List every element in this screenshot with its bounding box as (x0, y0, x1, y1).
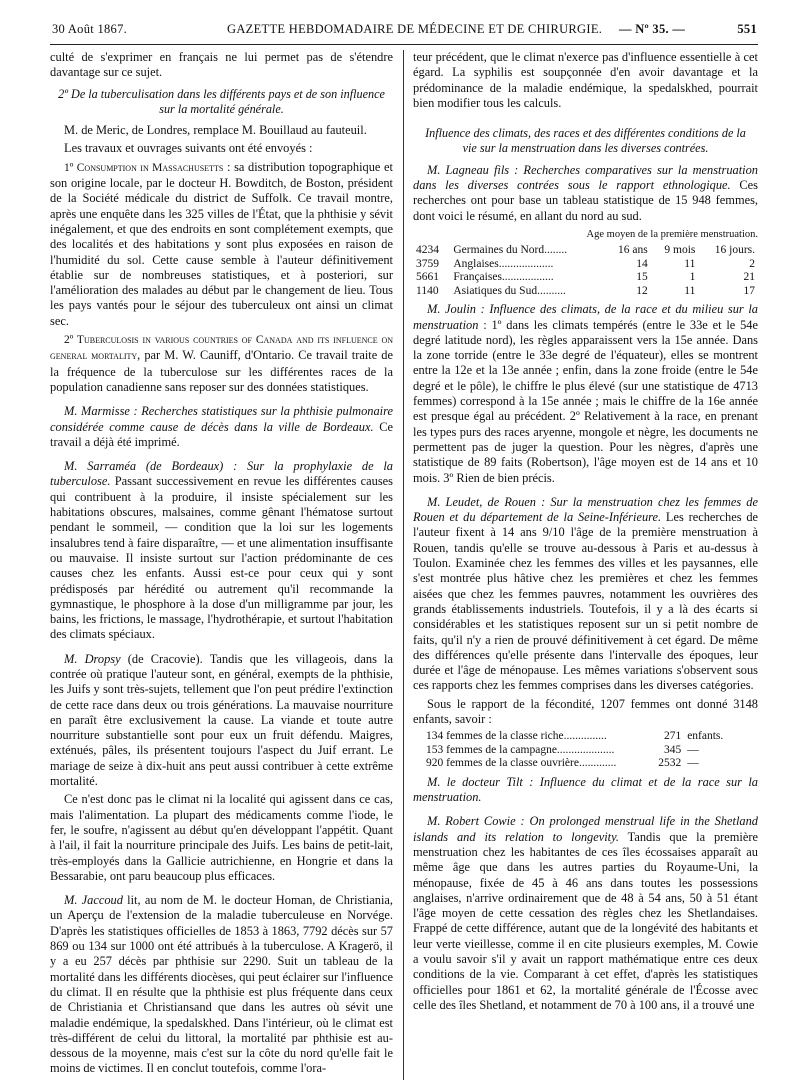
header-title: GAZETTE HEBDOMADAIRE DE MÉDECINE ET DE CHIRURGIE. (227, 22, 603, 36)
table-caption: Age moyen de la première menstruation. (586, 228, 758, 240)
table-cell: 5661 (416, 271, 439, 284)
fecundity-table (423, 730, 733, 771)
left-column (50, 50, 393, 1080)
work-title: 1º Consumption in Massachusetts (64, 161, 224, 174)
section-heading: 2º De la tuberculisation dans les différents pays et de son influence sur la mortalité générale. (58, 86, 385, 116)
table-cell: 16 ans (617, 244, 648, 257)
table-cell: Françaises.................. (453, 271, 554, 284)
paragraph: M. Joulin : Influence des climats, de la race et du milieu sur la menstruation : 1º dans les climats tempérés (entre le 33e et le 54e degré latitude nord), les règles apparaissent vers la 15e année. Dans la zone torride (entre le 33e degré de l'équateur), elles se montrent entre la 12e et la 13e année ; enfin, dans la zone froide (entre le 54e degré et le pôle), le chiffre le plus élevé (sur une statistique de 4713 femmes) correspond à la 15e année ; mais le chiffre de la 16e année est presque égal au précédent. 2º Relativement à la race, en prenant les types purs des races aryenne, mongole et nègre, les documents ne permettent pas de juger la question. Pour les nègres, d'après une statistique de 89 faits (Robertson), l'âge moyen est de 14 ans et 10 mois. 3º Rien de bien précis. (413, 302, 758, 485)
table-cell: 345 (663, 743, 682, 756)
work-title: M. Sarraméa (de Bordeaux) : Sur la prophylaxie de la tuberculose. (50, 459, 393, 489)
table-cell: 4234 (416, 244, 439, 257)
paragraph: Sous le rapport de la fécondité, 1207 femmes ont donné 3148 enfants, savoir : (413, 696, 758, 726)
page-header (52, 22, 757, 44)
table-row (413, 258, 758, 272)
table-cell: 271 (663, 730, 682, 743)
table-cell: 11 (684, 284, 696, 297)
work-title: M. Leudet, de Rouen : Sur la menstruation chez les femmes de Rouen et du département de la Seine-Inférieure. (413, 494, 758, 525)
right-column (413, 50, 758, 1016)
author-name: M. Jaccoud (64, 893, 123, 908)
paragraph: M. Marmisse : Recherches statistiques sur la phthisie pulmonaire considérée comme cause de décès dans la ville de Bordeaux. Ce travail a déjà été imprimé. (50, 404, 393, 449)
paragraph: Les travaux et ouvrages suivants ont été envoyés : (64, 141, 313, 156)
table-row (423, 730, 733, 744)
table-cell: 153 femmes de la campagne.................... (426, 743, 615, 756)
table-cell: 14 (636, 257, 648, 270)
author-name: M. Dropsy (64, 651, 121, 666)
header-rule (50, 44, 758, 45)
header-page-number: 551 (737, 22, 757, 36)
table-cell: 2532 (658, 757, 682, 770)
paragraph (413, 775, 758, 806)
table-row (413, 244, 758, 258)
table-cell: 134 femmes de la classe riche............... (426, 730, 607, 743)
work-title: M. le docteur Tilt : Influence du climat et de la race sur la menstruation. (413, 774, 758, 805)
table-cell: Anglaises................... (453, 257, 554, 270)
paragraph: M. Jaccoud lit, au nom de M. le docteur Homan, de Christiania, un Aperçu de l'extension de la maladie tuberculeuse en Norvége. D'après les statistiques officielles de 1853 à 1863, 7792 décès sur 57 869 ou 134 sur 1000 ont été attribués à la tuberculose. A Kragerö, il y a eu 257 décès par phthisie sur 2290. Suit un tableau de la mortalité dans les différents diocèses, qui peut éclairer sur l'influence du climat. Il en résulte que la phthisie est plus fréquente dans ceux de Christiania et Christiansand que dans les autres où sévit une maladie endémique, la spedalskhed. Dans l'intérieur, où le climat est très-différent de celui du littoral, la mortalité par phthisie est au-dessous de la moyenne, mais c'est sur la côte du nord qu'elle fait le moins de victimes. Il en conclut toutefois, comme l'ora- (50, 893, 393, 1076)
paragraph: 1º Consumption in Massachusetts : sa distribution topographique et son origine locale, par le docteur H. Bowditch, de Boston, président de la Société médicale du district de Suffolk. Ce travail montre, après une enquête dans les 325 villes de l'État, que la phthisie y sévit inégalement, et que des endroits en sont complétement exempts, que des localités et des habitations y sont plus exposées en raison de l'humidité du sol. Cette cause semble à l'auteur définitivement établie sur de nombreuses statistiques, et à posteriori, sur l'amélioration des malades au début par le changement de lieu. Tous les pays vantés pour le séjour des tuberculeux ont ainsi un climat sec. (50, 159, 394, 328)
header-issue-number: — Nº 35. — (619, 22, 686, 36)
section-heading: Influence des climats, des races et des différentes conditions de la vie sur la menstruation dans les diverses contrées. (425, 126, 746, 156)
table-cell: 21 (743, 271, 755, 284)
paragraph: M. Dropsy (de Cracovie). Tandis que les villageois, dans la contrée où pratique l'auteur sont, en général, exempts de la phthisie, les Juifs y sont très-sujets, tellement que l'on peut prédire l'extinction de cette race dans deux ou trois générations. La mauvaise nourriture en paraît être exclusivement la cause. La viande et toute autre nourriture substantielle sont pour eux un fruit défendu. Maigres, exténués, pâles, ils présentent toujours l'aspect du Juif errant. Le mariage de seize à dix-huit ans peut aussi contribuer à cette extrême mortalité. (50, 651, 394, 789)
table-cell: 2 (749, 257, 755, 270)
table-cell: 15 (636, 271, 648, 284)
table-row (423, 757, 733, 771)
work-title: 2º Tuberculosis in various countries of Canada and its influence on general mortality (50, 334, 393, 363)
paragraph: M. Lagneau fils : Recherches comparatives sur la menstruation dans les diverses contrées sous le rapport ethnologique. Ces recherches ont pour base un tableau statistique de 15 948 femmes, dont voici le résumé, en allant du nord au sud. (413, 162, 758, 223)
column-divider (403, 50, 404, 1080)
table-cell: Asiatiques du Sud.......... (453, 284, 566, 297)
paragraph: M. de Meric, de Londres, remplace M. Bouillaud au fauteuil. (64, 123, 367, 138)
table-cell: 1140 (416, 284, 439, 297)
table-cell: 3759 (416, 257, 439, 270)
table-cell: 11 (684, 257, 696, 270)
table-cell: 16 jours. (714, 244, 755, 257)
work-title: M. Joulin : Influence des climats, de la race et du milieu sur la menstruation (413, 302, 758, 332)
paragraph: Ce n'est donc pas le climat ni la localité qui agissent dans ce cas, mais l'alimentation. La plupart des médicaments comme l'iode, le fer, le soufre, n'agissent au début qu'en développant l'appétit. Quant à l'ail, il fait la nourriture principale des Juifs. Les bains de petit-lait, très-employés dans la Gallicie autrichienne, en Hongrie et dans la Bessarabie, ont paru beaucoup plus efficaces. (50, 792, 393, 883)
table-row (413, 271, 758, 285)
work-title: M. Marmisse : Recherches statistiques sur la phthisie pulmonaire considérée comme cause de décès dans la ville de Bordeaux. (50, 404, 393, 434)
table-cell: 9 mois (664, 244, 696, 257)
menstruation-age-table (413, 244, 758, 298)
work-title: M. Robert Cowie : On prolonged menstrual life in the Shetland islands and its relation to longevity. (413, 814, 758, 844)
table-cell: Germaines du Nord........ (453, 244, 568, 257)
paragraph: 2º Tuberculosis in various countries of Canada and its influence on general mortality, par M. W. Cauniff, d'Ontario. Ce travail traite de la fréquence de la tuberculose sur les différentes races de la population canadienne sans reposer sur des données statistiques. (50, 334, 393, 394)
table-cell: enfants. (687, 730, 724, 743)
paragraph: culté de s'exprimer en français ne lui permet pas de s'étendre davantage sur ce sujet. (50, 50, 393, 80)
table-cell: 17 (743, 284, 755, 297)
table-cell: 12 (636, 284, 648, 297)
work-title: M. Lagneau fils : Recherches comparatives sur la menstruation dans les diverses contrées sous le rapport ethnologique. (413, 162, 758, 193)
paragraph: teur précédent, que le climat n'exerce pas d'influence essentielle à cet égard. La syphilis est soupçonnée d'en avoir davantage et la prédominance de la maladie endémique, la spedalskhed, pourrait bien modifier tous les calculs. (413, 50, 758, 110)
table-cell: 1 (689, 271, 696, 284)
paragraph: M. Robert Cowie : On prolonged menstrual life in the Shetland islands and its relation to longevity. Tandis que la première menstruation chez les habitantes de ces îles écossaises apparaît au même âge que dans les autres parties du Royaume-Uni, la ménopause, fixée de 45 à 46 ans dans toutes les possessions anglaises, n'arrive ordinairement que de 48 à 54 ans, 50 à 51 étant l'âge moyen de cette cessation des règles chez les Shetlandaises. Frappé de cette différence, autant que de la longévité des habitants et leur verte vieillesse, comme il en cite plusieurs exemples, M. Cowie a voulu savoir s'il y avait un rapport mathématique entre ces deux conditions de la vie. Comparant à cet effet, d'après les statistiques officielles pour 1861 et 62, la mortalité générale de l'Écosse avec celle des îles Shetland, et notamment de 70 à 100 ans, il a trouvé une (413, 814, 758, 1012)
paragraph: M. Sarraméa (de Bordeaux) : Sur la prophylaxie de la tuberculose. Passant successivement en revue les différentes causes qui contribuent à la produire, il insiste spécialement sur les habitations obscures, malsaines, comme gênant l'hématose surtout pendant le sommeil, — condition que la loi sur les logements insalubres tend à faire disparaître, — et une alimentation insuffisante ou mauvaise. Il insiste surtout sur l'action prédominante de ces causes chez les enfants. Aussi est-ce pour ceux qui y sont prédisposés par hérédité ou autrement qu'il recommande la gymnastique, le phosphore à la dose d'un milligramme par jour, les bains, les frictions, le massage, l'hydrothérapie, et surtout l'habitation des climats spéciaux. (50, 459, 393, 642)
paragraph: M. Leudet, de Rouen : Sur la menstruation chez les femmes de Rouen et du département de la Seine-Inférieure. Les recherches de l'auteur fixent à 14 ans 9/10 l'âge de la première menstruation à Rouen, tandis qu'elle se trouve au-dessous à Paris et au-dessus à Toulon. Examinée chez les femmes des villes et les paysannes, elle s'est montrée plus hâtive chez les premières et chez les femmes aisées que chez les femmes pauvres, notamment les ouvrières des grands établissements industriels. Toutefois, il y a là des écarts si considérables et les statistiques reposent sur un si petit nombre de faits, qu'il n'y a rien de prouvé définitivement à cet égard. De même des différences qu'elle présente dans l'intervalle des époques, leur durée et l'âge de ménopause. Les mêmes variations s'observent sous ces rapports chez les femmes comprises dans les diverses catégories. (413, 494, 759, 693)
table-row (423, 744, 733, 758)
table-cell: — (687, 757, 699, 770)
table-cell: — (687, 743, 699, 756)
table-cell: 920 femmes de la classe ouvrière............. (426, 757, 617, 770)
header-date: 30 Août 1867. (52, 22, 128, 36)
table-row (413, 285, 758, 299)
